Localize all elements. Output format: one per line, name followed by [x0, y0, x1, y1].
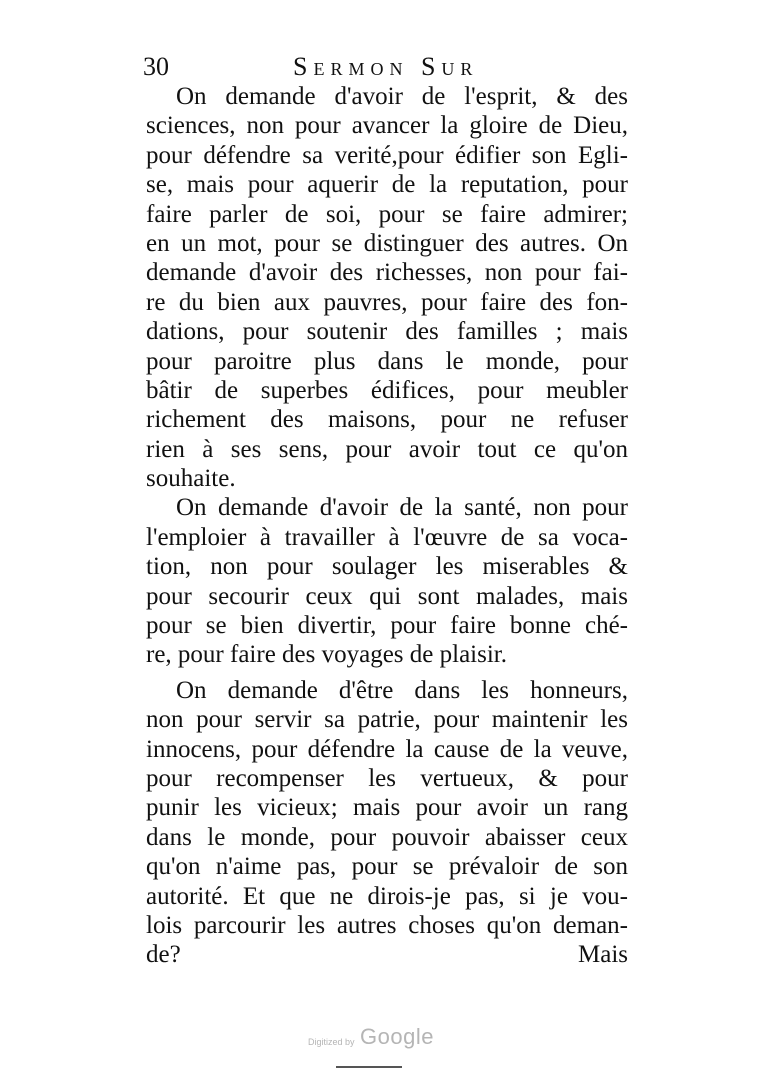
running-head: Sermon Sur — [293, 52, 479, 81]
body-text — [146, 82, 628, 970]
text-line: pour recompenser les vertueux, & pour — [146, 764, 628, 792]
text-line: pour se bien divertir, pour faire bonne ché- — [146, 612, 628, 640]
text-line: On demande d'avoir de l'esprit, & des — [176, 83, 628, 110]
text-line: sciences, non pour avancer la gloire de Dieu, — [146, 112, 628, 140]
text-line: punir les vicieux; mais pour avoir un rang — [146, 794, 628, 822]
google-logo: Google — [360, 1024, 434, 1049]
text-line: en un mot, pour se distinguer des autres. On — [146, 229, 628, 257]
text-line: faire parler de soi, pour se faire admirer; — [146, 200, 628, 228]
catchword: Mais — [578, 941, 628, 969]
text-line: richement des maisons, pour ne refuser — [146, 406, 628, 434]
text-line: dans le monde, pour pouvoir abaisser ceux — [146, 823, 628, 851]
text-line: pour paroitre plus dans le monde, pour — [146, 347, 628, 375]
text-line: pour secourir ceux qui sont malades, mais — [146, 582, 628, 610]
text-line: se, mais pour aquerir de la reputation, pour — [146, 171, 628, 199]
text-line-end: de? — [146, 941, 181, 969]
digitization-watermark — [308, 1022, 448, 1058]
text-line: l'emploier à travailler à l'œuvre de sa voca- — [146, 523, 628, 551]
text-line: innocens, pour défendre la cause de la veuve, — [146, 735, 628, 763]
text-line: dations, pour soutenir des familles ; mais — [146, 318, 628, 346]
final-line — [146, 940, 628, 969]
text-line: souhaite. — [146, 465, 236, 493]
footer-rule — [336, 1066, 402, 1068]
text-line: rien à ses sens, pour avoir tout ce qu'on — [146, 435, 628, 463]
text-line: re du bien aux pauvres, pour faire des fon- — [146, 288, 628, 316]
text-line: qu'on n'aime pas, pour se prévaloir de son — [146, 853, 628, 881]
text-line: On demande d'être dans les honneurs, — [176, 676, 628, 704]
page-header — [143, 52, 628, 86]
text-line: lois parcourir les autres choses qu'on deman- — [146, 911, 628, 939]
text-line: bâtir de superbes édifices, pour meubler — [146, 376, 628, 404]
page-number: 30 — [143, 52, 169, 81]
text-line: On demande d'avoir de la santé, non pour — [176, 494, 628, 522]
text-line: re, pour faire des voyages de plaisir. — [146, 641, 507, 669]
text-line: tion, non pour soulager les miserables & — [146, 553, 628, 581]
text-line: pour défendre sa verité,pour édifier son Egli- — [146, 141, 628, 169]
text-line: non pour servir sa patrie, pour maintenir les — [146, 706, 628, 734]
watermark-caption: Digitized by — [308, 1037, 355, 1047]
text-line: demande d'avoir des richesses, non pour fai- — [146, 259, 628, 287]
text-line: autorité. Et que ne dirois-je pas, si je vou- — [146, 882, 628, 910]
